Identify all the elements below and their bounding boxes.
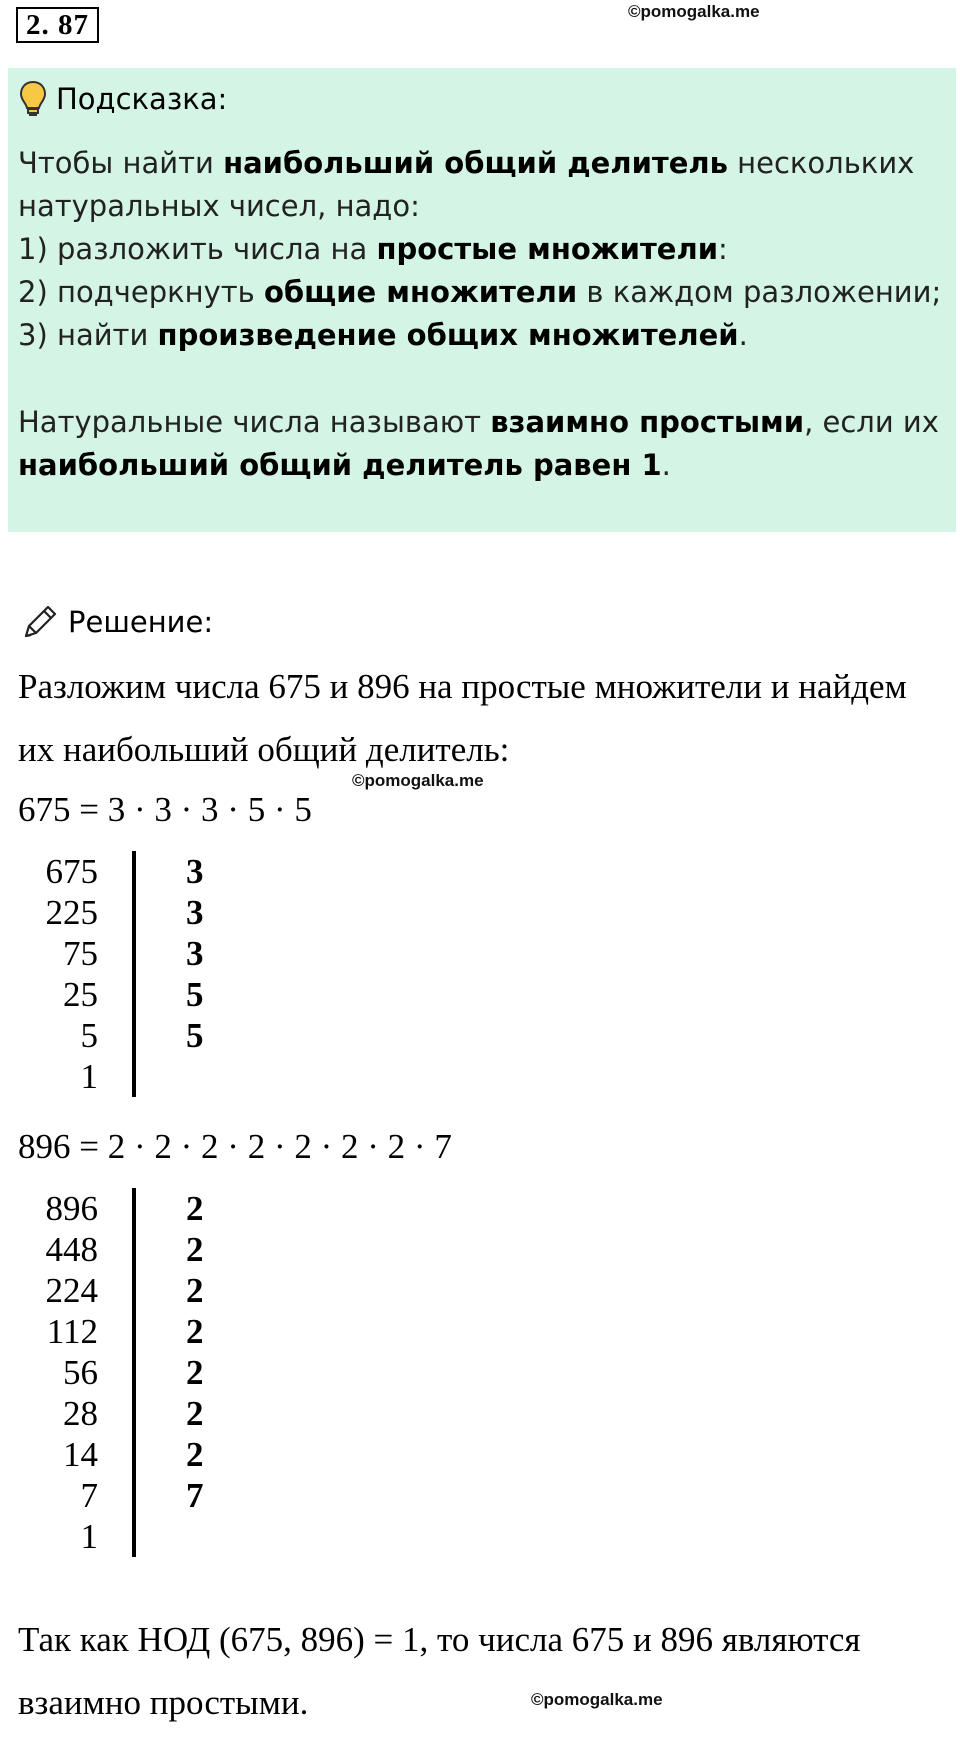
- factorization-675: [0, 851, 260, 1097]
- prime-factor: 2: [186, 1312, 204, 1351]
- watermark: ©pomogalka.me: [628, 2, 760, 21]
- hint-line-6: [18, 401, 948, 444]
- hint-line-1: [18, 142, 948, 185]
- hint-bold-term: взаимно простыми: [490, 405, 805, 439]
- factor-row: [0, 1188, 260, 1229]
- factor-row: [0, 1311, 260, 1352]
- hint-bold-term: произведение общих множителей: [157, 318, 739, 352]
- prime-factor: 5: [186, 1016, 204, 1055]
- dividend: 56: [63, 1353, 98, 1392]
- dividend: 1: [80, 1057, 98, 1096]
- hint-text: Чтобы найти: [18, 146, 224, 180]
- hint-text: 3) найти: [18, 318, 158, 352]
- factor-row: [0, 974, 260, 1015]
- equation-675: 675 = 3 · 3 · 3 · 5 · 5: [18, 790, 312, 829]
- factor-row: [0, 1056, 260, 1097]
- hint-bold-term: общие множители: [263, 275, 578, 309]
- intro-line-2: их наибольший общий делитель:: [18, 730, 510, 769]
- factor-row: [0, 933, 260, 974]
- hint-line-7: [18, 444, 948, 487]
- hint-bold-term: наибольший общий делитель равен 1: [18, 448, 662, 482]
- dividend: 7: [80, 1476, 98, 1515]
- factor-row: [0, 1434, 260, 1475]
- factor-row: [0, 1229, 260, 1270]
- prime-factor: 2: [186, 1353, 204, 1392]
- dividend: 448: [45, 1230, 98, 1269]
- prime-factor: 7: [186, 1476, 204, 1515]
- hint-bold-term: наибольший общий делитель: [223, 146, 728, 180]
- factor-row: [0, 1475, 260, 1516]
- hint-text: Натуральные числа называют: [18, 405, 491, 439]
- factor-row: [0, 1270, 260, 1311]
- dividend: 224: [45, 1271, 98, 1310]
- factor-row: [0, 1352, 260, 1393]
- conclusion-line-2: взаимно простыми.: [18, 1683, 309, 1722]
- dividend: 28: [63, 1394, 98, 1433]
- dividend: 1: [80, 1517, 98, 1556]
- hint-line-5: [18, 314, 948, 357]
- hint-text: 1) разложить числа на: [18, 232, 377, 266]
- dividend: 25: [63, 975, 98, 1014]
- prime-factor: 3: [186, 852, 204, 891]
- prime-factor: 2: [186, 1189, 204, 1228]
- hint-line-4: [18, 271, 948, 314]
- task-number: 2. 87: [16, 7, 99, 43]
- watermark: ©pomogalka.me: [531, 1690, 663, 1709]
- prime-factor: 3: [186, 893, 204, 932]
- hint-text: нескольких: [727, 146, 915, 180]
- factor-row: [0, 851, 260, 892]
- hint-text: , если их: [804, 405, 939, 439]
- dividend: 225: [45, 893, 98, 932]
- prime-factor: 2: [186, 1394, 204, 1433]
- factor-row: [0, 1516, 260, 1557]
- prime-factor: 2: [186, 1435, 204, 1474]
- hint-title: Подсказка:: [56, 82, 228, 116]
- solution-header: [20, 600, 213, 644]
- dividend: 896: [45, 1189, 98, 1228]
- watermark: ©pomogalka.me: [352, 771, 484, 790]
- prime-factor: 3: [186, 934, 204, 973]
- hint-bold-term: простые множители: [376, 232, 719, 266]
- hint-text: .: [738, 318, 748, 352]
- hint-text: :: [718, 232, 728, 266]
- equation-896: 896 = 2 · 2 · 2 · 2 · 2 · 2 · 2 · 7: [18, 1127, 452, 1166]
- prime-factor: 2: [186, 1230, 204, 1269]
- hint-line-2: натуральных чисел, надо:: [18, 189, 420, 223]
- factorization-896: [0, 1188, 260, 1557]
- factor-row: [0, 1393, 260, 1434]
- lightbulb-icon: [18, 79, 48, 119]
- dividend: 75: [63, 934, 98, 973]
- dividend: 5: [80, 1016, 98, 1055]
- dividend: 112: [46, 1312, 98, 1351]
- hint-text: .: [661, 448, 671, 482]
- hint-header: [18, 78, 227, 120]
- solution-title: Решение:: [68, 605, 214, 639]
- hint-text: в каждом разложении;: [577, 275, 942, 309]
- intro-line-1: Разложим числа 675 и 896 на простые множители и найдем: [18, 667, 907, 706]
- prime-factor: 2: [186, 1271, 204, 1310]
- pencil-icon: [20, 602, 60, 642]
- factor-row: [0, 1015, 260, 1056]
- hint-line-3: [18, 228, 948, 271]
- prime-factor: 5: [186, 975, 204, 1014]
- dividend: 675: [45, 852, 98, 891]
- dividend: 14: [63, 1435, 98, 1474]
- factor-row: [0, 892, 260, 933]
- hint-text: 2) подчеркнуть: [18, 275, 264, 309]
- conclusion-line-1: Так как НОД (675, 896) = 1, то числа 675 и 896 являются: [18, 1620, 861, 1659]
